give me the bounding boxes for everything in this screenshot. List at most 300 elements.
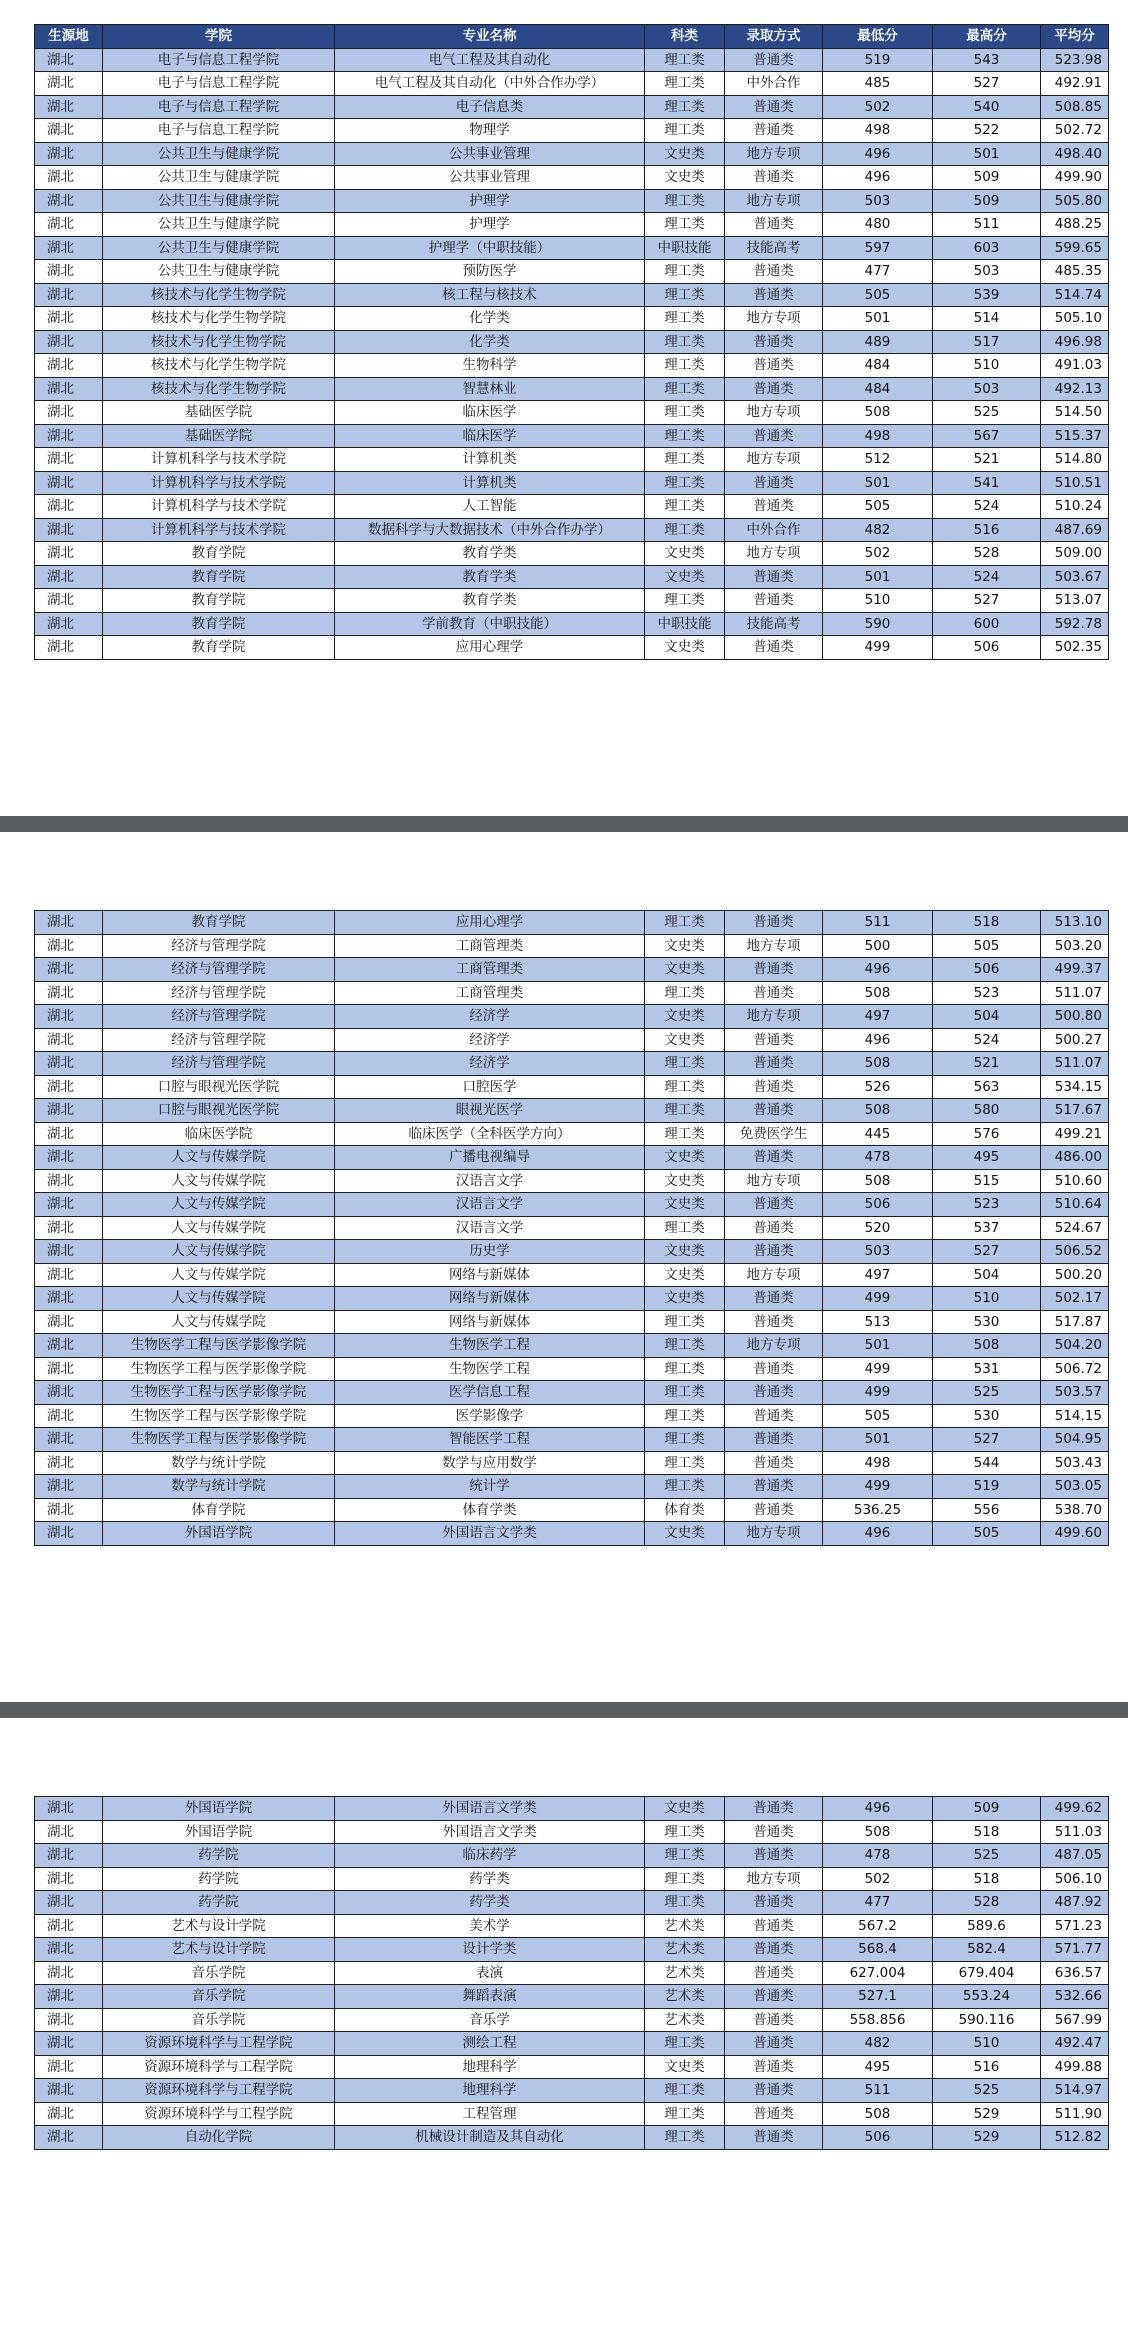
cell-category: 艺术类 — [645, 2008, 725, 2032]
cell-max-score: 510 — [933, 354, 1041, 378]
cell-college: 经济与管理学院 — [103, 1005, 335, 1029]
cell-province: 湖北 — [35, 72, 103, 96]
table-row — [35, 1216, 1109, 1240]
cell-max-score: 527 — [933, 589, 1041, 613]
table-row — [35, 119, 1109, 143]
cell-min-score: 499 — [823, 1475, 933, 1499]
cell-admission-type: 普通类 — [725, 1381, 823, 1405]
table-row — [35, 1263, 1109, 1287]
cell-major: 工商管理类 — [335, 934, 645, 958]
cell-max-score: 506 — [933, 636, 1041, 660]
cell-category: 中职技能 — [645, 236, 725, 260]
cell-province: 湖北 — [35, 424, 103, 448]
cell-college: 资源环境科学与工程学院 — [103, 2032, 335, 2056]
cell-min-score: 501 — [823, 565, 933, 589]
table-row — [35, 166, 1109, 190]
header-college: 学院 — [103, 25, 335, 49]
header-avg-score: 平均分 — [1041, 25, 1109, 49]
cell-college: 人文与传媒学院 — [103, 1169, 335, 1193]
cell-category: 理工类 — [645, 307, 725, 331]
cell-province: 湖北 — [35, 1075, 103, 1099]
cell-major: 网络与新媒体 — [335, 1263, 645, 1287]
cell-province: 湖北 — [35, 2055, 103, 2079]
header-major: 专业名称 — [335, 25, 645, 49]
cell-min-score: 484 — [823, 377, 933, 401]
table-row — [35, 307, 1109, 331]
cell-min-score: 482 — [823, 518, 933, 542]
cell-college: 生物医学工程与医学影像学院 — [103, 1404, 335, 1428]
table-row — [35, 401, 1109, 425]
cell-max-score: 516 — [933, 518, 1041, 542]
cell-avg-score: 502.17 — [1041, 1287, 1109, 1311]
cell-category: 理工类 — [645, 189, 725, 213]
cell-admission-type: 普通类 — [725, 1357, 823, 1381]
cell-avg-score: 487.92 — [1041, 1891, 1109, 1915]
cell-admission-type: 地方专项 — [725, 189, 823, 213]
cell-min-score: 497 — [823, 1005, 933, 1029]
cell-min-score: 495 — [823, 2055, 933, 2079]
cell-category: 理工类 — [645, 424, 725, 448]
cell-college: 电子与信息工程学院 — [103, 48, 335, 72]
cell-avg-score: 512.82 — [1041, 2126, 1109, 2150]
cell-admission-type: 普通类 — [725, 48, 823, 72]
cell-province: 湖北 — [35, 911, 103, 935]
cell-major: 智能医学工程 — [335, 1428, 645, 1452]
cell-min-score: 484 — [823, 354, 933, 378]
table-row — [35, 934, 1109, 958]
cell-category: 艺术类 — [645, 1961, 725, 1985]
cell-province: 湖北 — [35, 565, 103, 589]
cell-college: 资源环境科学与工程学院 — [103, 2055, 335, 2079]
cell-major: 生物医学工程 — [335, 1357, 645, 1381]
cell-province: 湖北 — [35, 636, 103, 660]
cell-college: 自动化学院 — [103, 2126, 335, 2150]
cell-max-score: 539 — [933, 283, 1041, 307]
cell-college: 外国语学院 — [103, 1797, 335, 1821]
cell-major: 临床医学 — [335, 401, 645, 425]
cell-min-score: 513 — [823, 1310, 933, 1334]
cell-min-score: 500 — [823, 934, 933, 958]
cell-major: 教育学类 — [335, 589, 645, 613]
cell-max-score: 525 — [933, 1381, 1041, 1405]
cell-admission-type: 普通类 — [725, 911, 823, 935]
cell-college: 人文与传媒学院 — [103, 1240, 335, 1264]
cell-college: 公共卫生与健康学院 — [103, 142, 335, 166]
cell-max-score: 504 — [933, 1263, 1041, 1287]
cell-max-score: 506 — [933, 958, 1041, 982]
cell-max-score: 543 — [933, 48, 1041, 72]
cell-province: 湖北 — [35, 1498, 103, 1522]
cell-major: 统计学 — [335, 1475, 645, 1499]
cell-major: 公共事业管理 — [335, 142, 645, 166]
cell-avg-score: 571.23 — [1041, 1914, 1109, 1938]
cell-max-score: 525 — [933, 2079, 1041, 2103]
cell-major: 经济学 — [335, 1052, 645, 1076]
cell-college: 教育学院 — [103, 636, 335, 660]
cell-avg-score: 532.66 — [1041, 1985, 1109, 2009]
cell-category: 理工类 — [645, 518, 725, 542]
cell-major: 化学类 — [335, 330, 645, 354]
cell-province: 湖北 — [35, 1844, 103, 1868]
cell-min-score: 501 — [823, 471, 933, 495]
cell-admission-type: 普通类 — [725, 1240, 823, 1264]
table-row — [35, 1867, 1109, 1891]
cell-max-score: 522 — [933, 119, 1041, 143]
header-max-score: 最高分 — [933, 25, 1041, 49]
cell-avg-score: 508.85 — [1041, 95, 1109, 119]
cell-admission-type: 地方专项 — [725, 142, 823, 166]
cell-province: 湖北 — [35, 377, 103, 401]
table-row — [35, 1914, 1109, 1938]
cell-category: 理工类 — [645, 1428, 725, 1452]
table-row — [35, 189, 1109, 213]
cell-avg-score: 511.03 — [1041, 1820, 1109, 1844]
cell-major: 网络与新媒体 — [335, 1287, 645, 1311]
cell-category: 理工类 — [645, 495, 725, 519]
cell-admission-type: 普通类 — [725, 1961, 823, 1985]
cell-major: 护理学 — [335, 213, 645, 237]
cell-admission-type: 普通类 — [725, 1914, 823, 1938]
cell-college: 音乐学院 — [103, 2008, 335, 2032]
cell-min-score: 498 — [823, 424, 933, 448]
cell-avg-score: 511.07 — [1041, 981, 1109, 1005]
cell-category: 理工类 — [645, 1216, 725, 1240]
cell-college: 生物医学工程与医学影像学院 — [103, 1428, 335, 1452]
admission-table-page-2 — [34, 910, 1109, 1546]
cell-category: 文史类 — [645, 1005, 725, 1029]
cell-admission-type: 普通类 — [725, 424, 823, 448]
table-row — [35, 1498, 1109, 1522]
cell-min-score: 511 — [823, 2079, 933, 2103]
cell-min-score: 477 — [823, 260, 933, 284]
table-row — [35, 1028, 1109, 1052]
cell-province: 湖北 — [35, 1263, 103, 1287]
cell-min-score: 520 — [823, 1216, 933, 1240]
cell-college: 计算机科学与技术学院 — [103, 518, 335, 542]
cell-major: 设计学类 — [335, 1938, 645, 1962]
cell-min-score: 503 — [823, 1240, 933, 1264]
cell-max-score: 518 — [933, 911, 1041, 935]
cell-avg-score: 500.27 — [1041, 1028, 1109, 1052]
cell-min-score: 511 — [823, 911, 933, 935]
cell-max-score: 580 — [933, 1099, 1041, 1123]
cell-avg-score: 503.67 — [1041, 565, 1109, 589]
cell-admission-type: 普通类 — [725, 260, 823, 284]
document-page-1 — [0, 0, 1128, 816]
cell-admission-type: 普通类 — [725, 589, 823, 613]
cell-major: 历史学 — [335, 1240, 645, 1264]
cell-max-score: 521 — [933, 1052, 1041, 1076]
header-min-score: 最低分 — [823, 25, 933, 49]
table-row — [35, 565, 1109, 589]
cell-province: 湖北 — [35, 1404, 103, 1428]
cell-admission-type: 普通类 — [725, 981, 823, 1005]
table-row — [35, 260, 1109, 284]
cell-major: 外国语言文学类 — [335, 1522, 645, 1546]
cell-min-score: 508 — [823, 401, 933, 425]
table-row — [35, 1169, 1109, 1193]
cell-major: 生物医学工程 — [335, 1334, 645, 1358]
cell-min-score: 501 — [823, 1334, 933, 1358]
table-row — [35, 1075, 1109, 1099]
cell-avg-score: 592.78 — [1041, 612, 1109, 636]
cell-province: 湖北 — [35, 1216, 103, 1240]
cell-category: 理工类 — [645, 401, 725, 425]
cell-avg-score: 499.62 — [1041, 1797, 1109, 1821]
cell-max-score: 509 — [933, 166, 1041, 190]
cell-province: 湖北 — [35, 1938, 103, 1962]
table-row — [35, 636, 1109, 660]
cell-admission-type: 普通类 — [725, 1099, 823, 1123]
cell-category: 理工类 — [645, 95, 725, 119]
cell-major: 电子信息类 — [335, 95, 645, 119]
cell-max-score: 530 — [933, 1404, 1041, 1428]
cell-min-score: 508 — [823, 1169, 933, 1193]
table-row — [35, 354, 1109, 378]
cell-major: 外国语言文学类 — [335, 1820, 645, 1844]
cell-admission-type: 普通类 — [725, 1075, 823, 1099]
cell-college: 资源环境科学与工程学院 — [103, 2079, 335, 2103]
cell-category: 理工类 — [645, 377, 725, 401]
table-row — [35, 1146, 1109, 1170]
cell-province: 湖北 — [35, 1522, 103, 1546]
cell-max-score: 523 — [933, 1193, 1041, 1217]
cell-college: 计算机科学与技术学院 — [103, 495, 335, 519]
cell-min-score: 498 — [823, 119, 933, 143]
cell-min-score: 568.4 — [823, 1938, 933, 1962]
cell-avg-score: 506.72 — [1041, 1357, 1109, 1381]
cell-max-score: 519 — [933, 1475, 1041, 1499]
cell-min-score: 502 — [823, 95, 933, 119]
cell-min-score: 497 — [823, 1263, 933, 1287]
cell-admission-type: 普通类 — [725, 1216, 823, 1240]
cell-major: 智慧林业 — [335, 377, 645, 401]
cell-avg-score: 505.10 — [1041, 307, 1109, 331]
cell-category: 文史类 — [645, 636, 725, 660]
cell-admission-type: 普通类 — [725, 2032, 823, 2056]
cell-category: 理工类 — [645, 1052, 725, 1076]
cell-min-score: 527.1 — [823, 1985, 933, 2009]
cell-province: 湖北 — [35, 958, 103, 982]
cell-min-score: 508 — [823, 1099, 933, 1123]
cell-avg-score: 487.69 — [1041, 518, 1109, 542]
cell-max-score: 540 — [933, 95, 1041, 119]
cell-province: 湖北 — [35, 1099, 103, 1123]
table-row — [35, 1310, 1109, 1334]
cell-max-score: 511 — [933, 213, 1041, 237]
cell-province: 湖北 — [35, 1451, 103, 1475]
table-row — [35, 1985, 1109, 2009]
cell-major: 网络与新媒体 — [335, 1310, 645, 1334]
cell-college: 核技术与化学生物学院 — [103, 354, 335, 378]
cell-min-score: 590 — [823, 612, 933, 636]
cell-min-score: 496 — [823, 1797, 933, 1821]
cell-max-score: 510 — [933, 1287, 1041, 1311]
cell-avg-score: 513.10 — [1041, 911, 1109, 935]
cell-major: 公共事业管理 — [335, 166, 645, 190]
cell-admission-type: 普通类 — [725, 1797, 823, 1821]
cell-admission-type: 普通类 — [725, 1985, 823, 2009]
cell-min-score: 505 — [823, 283, 933, 307]
cell-college: 经济与管理学院 — [103, 958, 335, 982]
cell-max-score: 525 — [933, 401, 1041, 425]
cell-admission-type: 普通类 — [725, 636, 823, 660]
cell-college: 体育学院 — [103, 1498, 335, 1522]
cell-college: 资源环境科学与工程学院 — [103, 2102, 335, 2126]
cell-province: 湖北 — [35, 1169, 103, 1193]
cell-max-score: 553.24 — [933, 1985, 1041, 2009]
cell-college: 药学院 — [103, 1891, 335, 1915]
cell-college: 艺术与设计学院 — [103, 1938, 335, 1962]
cell-college: 口腔与眼视光医学院 — [103, 1099, 335, 1123]
cell-province: 湖北 — [35, 1146, 103, 1170]
cell-province: 湖北 — [35, 1240, 103, 1264]
table-row — [35, 542, 1109, 566]
cell-college: 教育学院 — [103, 589, 335, 613]
cell-admission-type: 地方专项 — [725, 1334, 823, 1358]
cell-min-score: 505 — [823, 495, 933, 519]
cell-category: 中职技能 — [645, 612, 725, 636]
cell-max-score: 679.404 — [933, 1961, 1041, 1985]
cell-avg-score: 488.25 — [1041, 213, 1109, 237]
cell-college: 计算机科学与技术学院 — [103, 448, 335, 472]
cell-min-score: 496 — [823, 1028, 933, 1052]
cell-major: 教育学类 — [335, 542, 645, 566]
cell-admission-type: 地方专项 — [725, 401, 823, 425]
table-row — [35, 1891, 1109, 1915]
cell-avg-score: 514.15 — [1041, 1404, 1109, 1428]
cell-category: 艺术类 — [645, 1914, 725, 1938]
cell-category: 理工类 — [645, 354, 725, 378]
table-row — [35, 958, 1109, 982]
cell-province: 湖北 — [35, 401, 103, 425]
cell-major: 口腔医学 — [335, 1075, 645, 1099]
cell-major: 应用心理学 — [335, 911, 645, 935]
cell-admission-type: 普通类 — [725, 1310, 823, 1334]
cell-max-score: 528 — [933, 542, 1041, 566]
header-category: 科类 — [645, 25, 725, 49]
cell-category: 文史类 — [645, 958, 725, 982]
cell-admission-type: 普通类 — [725, 119, 823, 143]
cell-province: 湖北 — [35, 2032, 103, 2056]
cell-major: 医学信息工程 — [335, 1381, 645, 1405]
cell-min-score: 526 — [823, 1075, 933, 1099]
cell-min-score: 567.2 — [823, 1914, 933, 1938]
cell-college: 经济与管理学院 — [103, 1052, 335, 1076]
cell-major: 经济学 — [335, 1028, 645, 1052]
cell-category: 理工类 — [645, 330, 725, 354]
cell-category: 文史类 — [645, 565, 725, 589]
cell-major: 学前教育（中职技能） — [335, 612, 645, 636]
cell-max-score: 523 — [933, 981, 1041, 1005]
cell-avg-score: 498.40 — [1041, 142, 1109, 166]
cell-category: 文史类 — [645, 2055, 725, 2079]
cell-major: 广播电视编导 — [335, 1146, 645, 1170]
table-row — [35, 1961, 1109, 1985]
cell-college: 教育学院 — [103, 542, 335, 566]
cell-major: 化学类 — [335, 307, 645, 331]
table-row — [35, 330, 1109, 354]
cell-max-score: 505 — [933, 1522, 1041, 1546]
header-province: 生源地 — [35, 25, 103, 49]
cell-province: 湖北 — [35, 48, 103, 72]
cell-avg-score: 514.74 — [1041, 283, 1109, 307]
table-row — [35, 377, 1109, 401]
cell-category: 文史类 — [645, 1028, 725, 1052]
cell-category: 理工类 — [645, 1099, 725, 1123]
cell-college: 公共卫生与健康学院 — [103, 166, 335, 190]
cell-province: 湖北 — [35, 1005, 103, 1029]
cell-admission-type: 普通类 — [725, 1844, 823, 1868]
cell-province: 湖北 — [35, 448, 103, 472]
cell-min-score: 508 — [823, 2102, 933, 2126]
cell-avg-score: 513.07 — [1041, 589, 1109, 613]
cell-college: 教育学院 — [103, 565, 335, 589]
cell-province: 湖北 — [35, 2008, 103, 2032]
cell-province: 湖北 — [35, 1475, 103, 1499]
cell-admission-type: 中外合作 — [725, 72, 823, 96]
cell-major: 人工智能 — [335, 495, 645, 519]
cell-category: 理工类 — [645, 1357, 725, 1381]
cell-major: 经济学 — [335, 1005, 645, 1029]
cell-college: 电子与信息工程学院 — [103, 72, 335, 96]
cell-admission-type: 普通类 — [725, 377, 823, 401]
table-row — [35, 911, 1109, 935]
cell-min-score: 478 — [823, 1844, 933, 1868]
cell-admission-type: 普通类 — [725, 1146, 823, 1170]
table-row — [35, 95, 1109, 119]
cell-admission-type: 普通类 — [725, 2055, 823, 2079]
cell-college: 生物医学工程与医学影像学院 — [103, 1357, 335, 1381]
cell-max-score: 590.116 — [933, 2008, 1041, 2032]
cell-min-score: 508 — [823, 1052, 933, 1076]
table-row — [35, 1287, 1109, 1311]
cell-admission-type: 地方专项 — [725, 448, 823, 472]
cell-admission-type: 普通类 — [725, 1028, 823, 1052]
cell-province: 湖北 — [35, 589, 103, 613]
cell-admission-type: 普通类 — [725, 1287, 823, 1311]
cell-province: 湖北 — [35, 1891, 103, 1915]
cell-min-score: 485 — [823, 72, 933, 96]
cell-min-score: 536.25 — [823, 1498, 933, 1522]
table-row — [35, 213, 1109, 237]
cell-major: 药学类 — [335, 1867, 645, 1891]
cell-college: 公共卫生与健康学院 — [103, 260, 335, 284]
cell-avg-score: 505.80 — [1041, 189, 1109, 213]
cell-min-score: 478 — [823, 1146, 933, 1170]
table-row — [35, 589, 1109, 613]
cell-category: 理工类 — [645, 1122, 725, 1146]
cell-max-score: 541 — [933, 471, 1041, 495]
cell-avg-score: 503.20 — [1041, 934, 1109, 958]
cell-max-score: 508 — [933, 1334, 1041, 1358]
cell-avg-score: 499.60 — [1041, 1522, 1109, 1546]
cell-major: 汉语言文学 — [335, 1216, 645, 1240]
cell-category: 文史类 — [645, 1240, 725, 1264]
cell-college: 核技术与化学生物学院 — [103, 377, 335, 401]
cell-avg-score: 499.37 — [1041, 958, 1109, 982]
cell-category: 理工类 — [645, 1867, 725, 1891]
header-admission-type: 录取方式 — [725, 25, 823, 49]
cell-college: 外国语学院 — [103, 1820, 335, 1844]
cell-admission-type: 普通类 — [725, 213, 823, 237]
cell-category: 文史类 — [645, 1193, 725, 1217]
cell-college: 音乐学院 — [103, 1961, 335, 1985]
cell-admission-type: 地方专项 — [725, 307, 823, 331]
cell-min-score: 477 — [823, 1891, 933, 1915]
table-row — [35, 1052, 1109, 1076]
cell-college: 公共卫生与健康学院 — [103, 213, 335, 237]
